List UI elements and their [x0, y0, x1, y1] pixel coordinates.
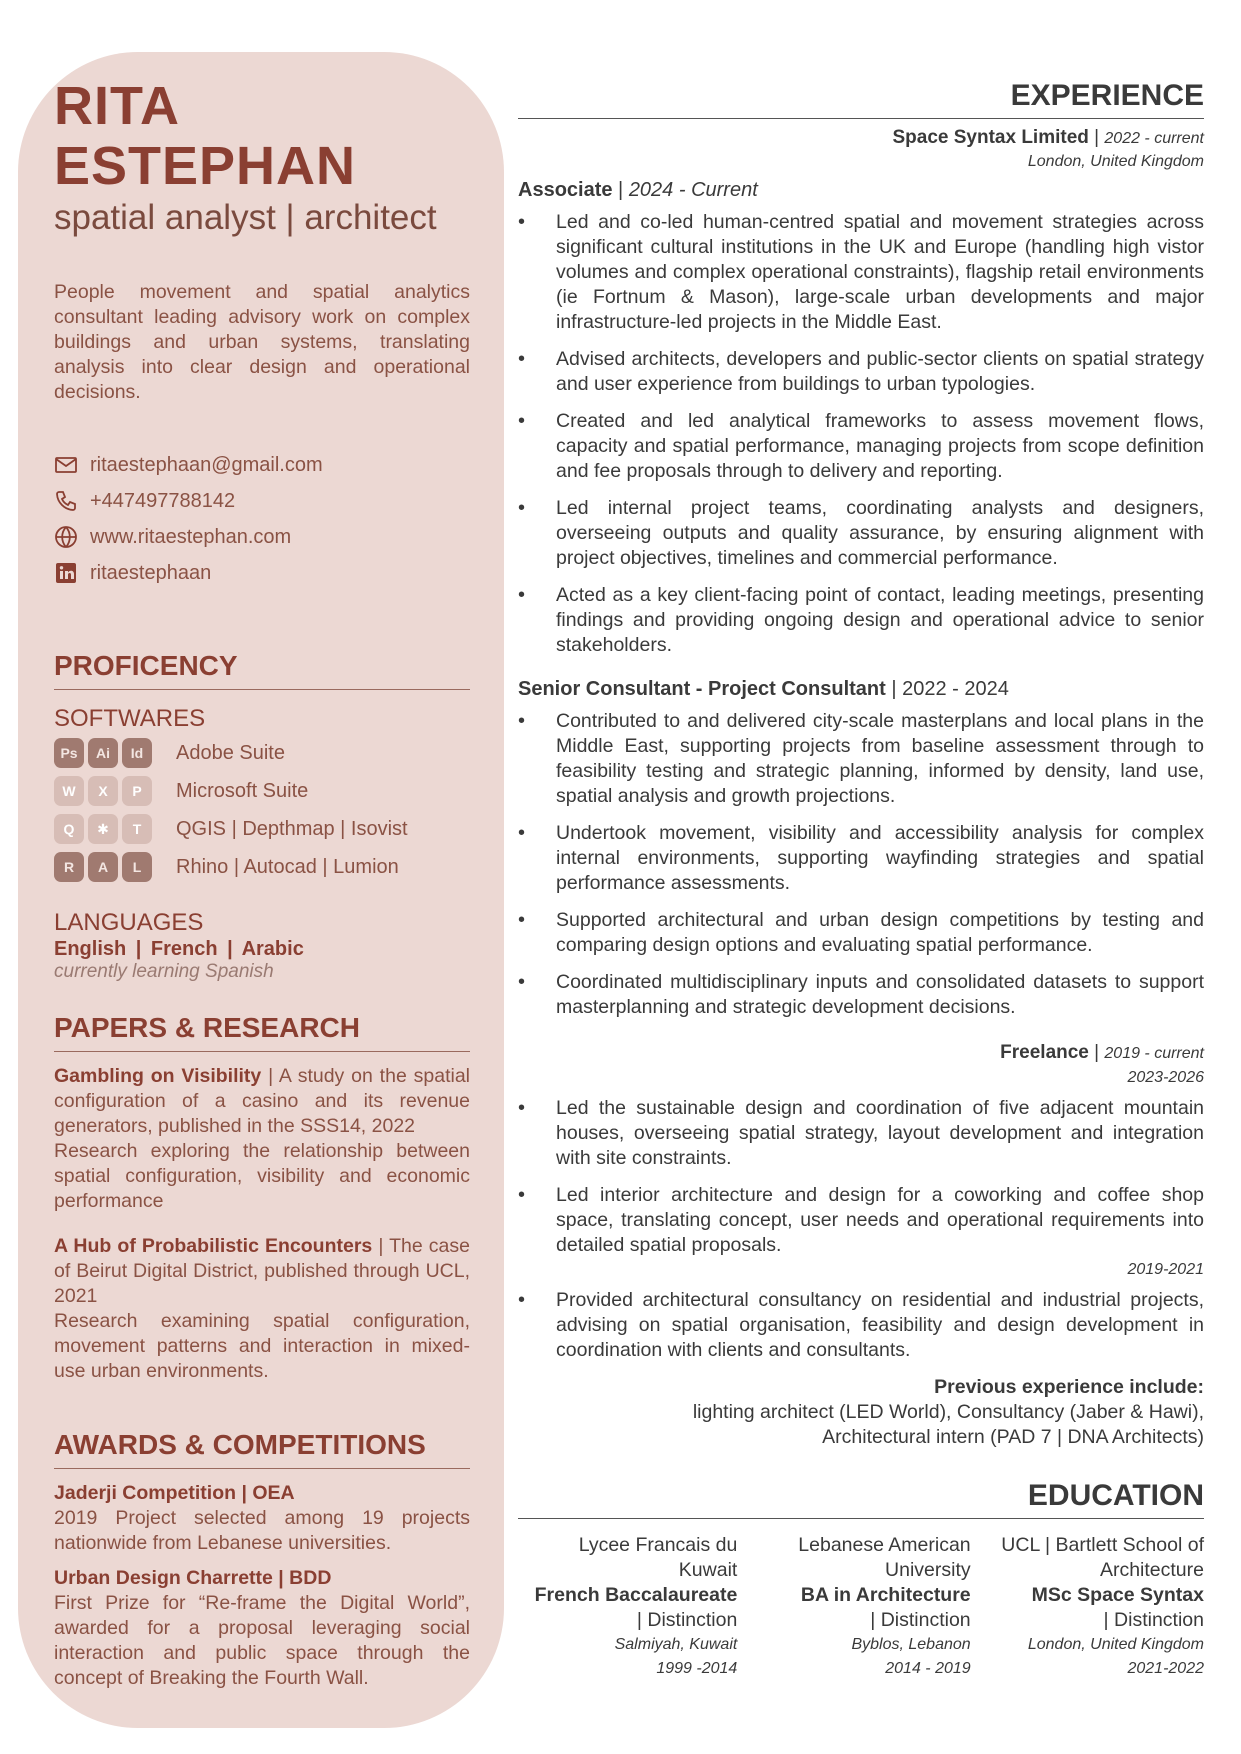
contact-phone-text: +447497788142 — [90, 489, 236, 512]
contact-linkedin-text: ritaestephaan — [90, 561, 212, 584]
mail-icon — [54, 453, 78, 477]
role-bullets — [518, 210, 1204, 658]
qgis-icon: Q — [54, 814, 84, 844]
software-row-label: Rhino | Autocad | Lumion — [176, 855, 399, 878]
education-item — [518, 1533, 737, 1681]
award-text: First Prize for “Re-frame the Digital World”, awarded for a proposal leveraging social interaction and public space through the concept of Breaking the Fourth Wall. — [54, 1592, 470, 1689]
role-line: Associate | 2024 - Current — [518, 179, 758, 201]
honor: | Distinction — [870, 1609, 971, 1631]
contact-email[interactable] — [54, 447, 470, 483]
degree: French Baccalaureate — [534, 1584, 738, 1606]
papers-section — [54, 1011, 470, 1384]
softwares-heading: SOFTWARES — [54, 705, 206, 732]
paper-desc: Research exploring the relationship between spatial configuration, visibility and economic performance — [54, 1140, 470, 1212]
education-heading: EDUCATION — [1027, 1479, 1204, 1512]
degree: BA in Architecture — [800, 1584, 971, 1606]
role-line: Senior Consultant - Project Consultant | 2022 - 2024 — [518, 678, 1009, 700]
degree: MSc Space Syntax — [1031, 1584, 1204, 1606]
paper-text: | A study on the spatial configuration of a casino and its revenue generators, published in the SSS14, 2022 — [54, 1065, 470, 1137]
list-item: • Led internal project teams, coordinating analysts and designers, overseeing outputs and quality assurance, by ensuring alignment with project objectives, timelines and commercial performance. — [518, 496, 1204, 571]
role-dates: 2024 - Current — [628, 179, 758, 201]
paper-item — [54, 1234, 470, 1309]
awards-section — [54, 1428, 470, 1691]
education-place: Byblos, Lebanon — [851, 1636, 971, 1653]
company-name: Freelance — [1000, 1042, 1089, 1063]
isovist-icon: T — [122, 814, 152, 844]
rhino-icon: R — [54, 852, 84, 882]
company-line: Freelance | 2019 - current — [1000, 1042, 1204, 1063]
job-subtitle: spatial analyst | architect — [54, 198, 437, 237]
role-bullets — [518, 709, 1204, 1020]
contact-phone[interactable] — [54, 483, 470, 519]
list-item: • Undertook movement, visibility and accessibility analysis for complex internal environments, supporting wayfinding strategies and spatial performance assessments. — [518, 821, 1204, 896]
school-name: Lycee Francais du Kuwait — [578, 1534, 738, 1581]
lumion-icon: L — [122, 852, 152, 882]
illustrator-icon: Ai — [88, 738, 118, 768]
paper-item — [54, 1064, 470, 1139]
languages-list: English | French | Arabic — [54, 938, 304, 960]
linkedin-icon — [54, 561, 78, 585]
paper-title: A Hub of Probabilistic Encounters — [54, 1235, 373, 1257]
period-dates: 2019-2021 — [1127, 1261, 1204, 1278]
previous-line: Architectural intern (PAD 7 | DNA Architects) — [822, 1426, 1204, 1448]
list-item: • Led the sustainable design and coordination of five adjacent mountain houses, overseeing spatial strategy, layout development and integration with site constraints. — [518, 1096, 1204, 1171]
award-item — [54, 1481, 470, 1506]
list-item: • Led interior architecture and design for a coworking and coffee shop space, translating concept, user needs and operational requirements into detailed spatial proposals. — [518, 1183, 1204, 1258]
powerpoint-icon: P — [122, 776, 152, 806]
role-title: Associate — [518, 179, 613, 201]
list-item: • Acted as a key client-facing point of contact, leading meetings, presenting findings and providing ongoing design and operational advice to senior stakeholders. — [518, 583, 1204, 658]
excel-icon: X — [88, 776, 118, 806]
previous-experience — [518, 1375, 1204, 1400]
education-years: 1999 -2014 — [656, 1660, 738, 1677]
main-column — [518, 78, 1204, 1681]
company-name: Space Syntax Limited — [892, 127, 1089, 148]
phone-icon — [54, 489, 78, 513]
company-dates: 2022 - current — [1104, 130, 1204, 147]
list-item: • Led and co-led human-centred spatial and movement strategies across significant cultural institutions in the UK and Europe (handling high vistor volumes and complex operational constraints), flagship retail environments (ie Fortnum & Mason), large-scale urban developments and major infrastructure-led projects in the Middle East. — [518, 210, 1204, 335]
award-title: Jaderji Competition | OEA — [54, 1482, 295, 1504]
contact-list — [54, 447, 470, 591]
list-item: • Advised architects, developers and public-sector clients on spatial strategy and user experience from buildings to urban typologies. — [518, 347, 1204, 397]
education-years: 2014 - 2019 — [885, 1660, 971, 1677]
honor: | Distinction — [636, 1609, 738, 1631]
list-item: • Created and led analytical frameworks to assess movement flows, capacity and spatial performance, managing projects from scope definition and fee proposals through to delivery and reporting. — [518, 409, 1204, 484]
paper-text: | The case of Beirut Digital District, published through UCL, 2021 — [54, 1235, 470, 1307]
previous-line: lighting architect (LED World), Consultancy (Jaber & Hawi), — [692, 1401, 1204, 1423]
education-place: London, United Kingdom — [1027, 1636, 1204, 1653]
award-title: Urban Design Charrette | BDD — [54, 1567, 332, 1589]
education-list — [518, 1533, 1204, 1681]
globe-icon — [54, 525, 78, 549]
sidebar — [18, 52, 504, 1728]
role-title: Senior Consultant - Project Consultant — [518, 678, 886, 700]
company-location: London, United Kingdom — [1027, 153, 1204, 170]
school-name: UCL | Bartlett School of Architecture — [1001, 1534, 1204, 1581]
list-item: • Contributed to and delivered city-scale masterplans and local plans in the Middle East, supporting projects from baseline assessment through to feasibility testing and strategic planning, informed by density, land use, spatial analysis and growth projections. — [518, 709, 1204, 809]
previous-title: Previous experience include: — [934, 1376, 1204, 1398]
divider — [54, 689, 470, 690]
list-item: • Supported architectural and urban design competitions by testing and comparing design options and evaluating spatial performance. — [518, 908, 1204, 958]
experience-heading: EXPERIENCE — [1010, 79, 1204, 112]
company-line: Space Syntax Limited | 2022 - current — [892, 127, 1204, 148]
software-row-label: QGIS | Depthmap | Isovist — [176, 817, 408, 840]
education-place: Salmiyah, Kuwait — [614, 1636, 738, 1653]
period-dates: 2023-2026 — [1127, 1069, 1204, 1086]
school-name: Lebanese American University — [798, 1534, 971, 1581]
divider — [518, 1518, 1204, 1519]
indesign-icon: Id — [122, 738, 152, 768]
languages-note: currently learning Spanish — [54, 961, 274, 982]
list-item: • Coordinated multidisciplinary inputs and consolidated datasets to support masterplanning and strategic development decisions. — [518, 970, 1204, 1020]
languages-heading: LANGUAGES — [54, 909, 204, 936]
photoshop-icon: Ps — [54, 738, 84, 768]
depthmap-icon: ✱ — [88, 814, 118, 844]
education-item — [985, 1533, 1204, 1681]
divider — [54, 1468, 470, 1469]
software-row — [54, 810, 470, 848]
company-dates: 2019 - current — [1104, 1045, 1204, 1062]
paper-title: Gambling on Visibility — [54, 1065, 262, 1087]
word-icon: W — [54, 776, 84, 806]
software-row-label: Adobe Suite — [176, 741, 285, 764]
divider — [518, 118, 1204, 119]
papers-heading: PAPERS & RESEARCH — [54, 1012, 360, 1043]
education-item — [751, 1533, 970, 1681]
honor: | Distinction — [1103, 1609, 1204, 1631]
proficiency-heading: PROFICENCY — [54, 650, 238, 681]
paper-desc: Research examining spatial configuration, movement patterns and interaction in mixed-use urban environments. — [54, 1310, 470, 1382]
software-row — [54, 848, 470, 886]
contact-website-text: www.ritaestephan.com — [90, 525, 292, 548]
software-row-label: Microsoft Suite — [176, 779, 309, 802]
role-bullets — [518, 1096, 1204, 1258]
divider — [54, 1051, 470, 1052]
profile-summary: People movement and spatial analytics consultant leading advisory work on complex buildings and urban systems, translating analysis into clear design and operational decisions. — [54, 281, 470, 403]
role-dates: 2022 - 2024 — [902, 678, 1009, 700]
name-heading: RITA ESTEPHAN — [54, 76, 357, 196]
contact-website[interactable] — [54, 519, 470, 555]
contact-email-text: ritaestephaan@gmail.com — [90, 453, 323, 476]
award-item — [54, 1566, 470, 1591]
contact-linkedin[interactable] — [54, 555, 470, 591]
autocad-icon: A — [88, 852, 118, 882]
software-row — [54, 772, 470, 810]
award-text: 2019 Project selected among 19 projects nationwide from Lebanese universities. — [54, 1507, 470, 1554]
role-bullets — [518, 1288, 1204, 1363]
education-years: 2021-2022 — [1127, 1660, 1204, 1677]
awards-heading: AWARDS & COMPETITIONS — [54, 1429, 426, 1460]
software-row — [54, 734, 470, 772]
list-item: • Provided architectural consultancy on residential and industrial projects, advising on spatial organisation, feasibility and design development in coordination with clients and consultants. — [518, 1288, 1204, 1363]
proficiency-section — [54, 649, 470, 983]
